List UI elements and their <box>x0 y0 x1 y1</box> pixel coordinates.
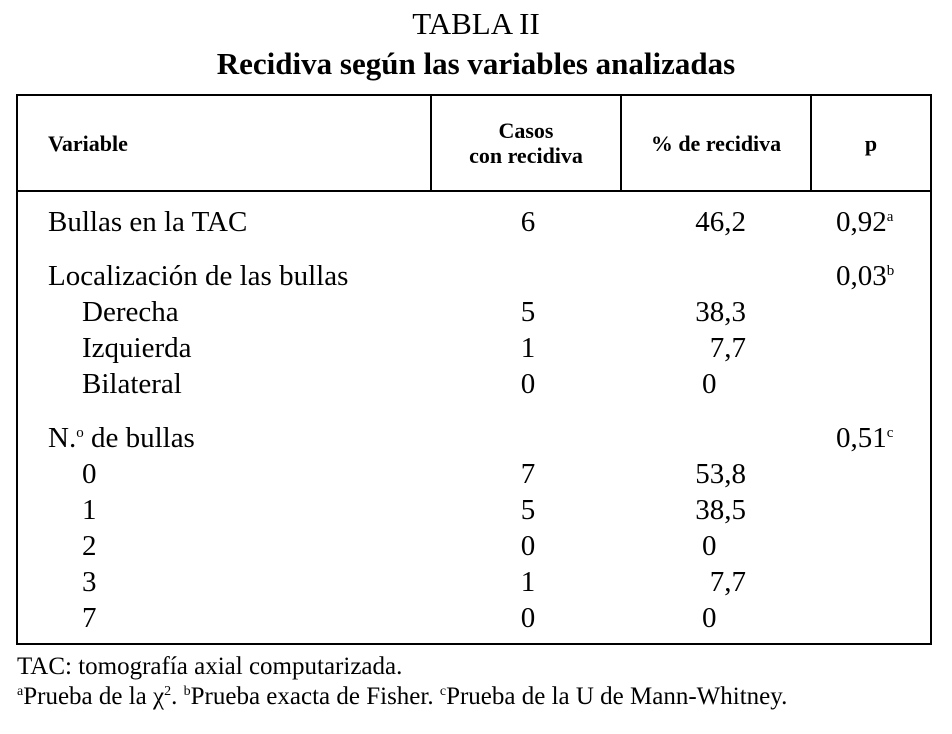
row-percent: 38,5 <box>695 494 746 526</box>
table-title: TABLA II <box>412 6 540 41</box>
row-label: Bullas en la TAC <box>48 206 248 238</box>
row-label: 2 <box>82 530 97 562</box>
row-label: Izquierda <box>82 332 192 364</box>
header-cases-line2: con recidiva <box>469 143 583 168</box>
footnote-mark-c: c <box>439 684 447 699</box>
row-label: 1 <box>82 494 97 526</box>
row-percent: 53,8 <box>695 458 746 490</box>
table-row <box>18 492 930 528</box>
row-cases: 1 <box>520 566 536 598</box>
row-percent: 7,7 <box>709 332 746 364</box>
row-p <box>818 420 946 456</box>
row-percent: 38,3 <box>695 296 746 328</box>
p-footnote-mark: c <box>886 425 894 441</box>
row-cases: 1 <box>520 332 536 364</box>
footnote-a-text: Prueba de la χ <box>23 683 165 710</box>
ordinal-mark: o <box>76 425 84 441</box>
row-p <box>818 204 946 240</box>
row-percent: 0 <box>702 530 717 562</box>
header-cases-line1: Casos <box>498 118 554 143</box>
table-row <box>18 294 930 330</box>
footnote-c-text: Prueba de la U de Mann-Whitney. <box>446 683 788 710</box>
table-row <box>18 258 930 294</box>
row-label: 0 <box>82 458 97 490</box>
row-cases: 0 <box>520 368 536 400</box>
header-percent: % de recidiva <box>650 130 782 156</box>
row-label: Derecha <box>82 296 179 328</box>
row-label: Localización de las bullas <box>48 260 349 292</box>
table-row <box>18 456 930 492</box>
table-row <box>18 528 930 564</box>
row-label: 3 <box>82 566 97 598</box>
footnote-a-end: . <box>171 683 184 710</box>
header-cases <box>432 96 620 190</box>
data-table <box>16 94 932 645</box>
row-cases: 7 <box>520 458 536 490</box>
table-row <box>18 366 930 402</box>
p-footnote-mark: b <box>886 263 895 279</box>
row-cases: 5 <box>520 296 536 328</box>
p-value: 0,03 <box>836 260 887 292</box>
row-cases: 5 <box>520 494 536 526</box>
p-footnote-mark: a <box>886 209 894 225</box>
row-label: 7 <box>82 602 97 634</box>
row-label-rest: de bullas <box>83 422 195 454</box>
row-label-main: N. <box>48 422 77 454</box>
table-row <box>18 564 930 600</box>
footnote-abbreviation: TAC: tomografía axial computarizada. <box>17 653 403 680</box>
chi-exponent: 2 <box>164 684 172 699</box>
footnote-mark-a: a <box>17 684 24 699</box>
table-subtitle: Recidiva según las variables analizadas <box>216 46 736 81</box>
row-percent: 7,7 <box>709 566 746 598</box>
footnote-b-text: Prueba exacta de Fisher. <box>190 683 440 710</box>
table-row <box>18 420 930 456</box>
footnote-mark-b: b <box>183 684 191 699</box>
header-variable: Variable <box>48 130 128 156</box>
row-cases: 0 <box>520 530 536 562</box>
row-label: Bilateral <box>82 368 182 400</box>
row-percent: 46,2 <box>695 206 746 238</box>
table-body <box>18 192 930 636</box>
p-value: 0,92 <box>836 206 887 238</box>
row-cases: 6 <box>520 206 536 238</box>
table-row <box>18 204 930 240</box>
table-row <box>18 330 930 366</box>
header-p: p <box>864 130 878 156</box>
row-cases: 0 <box>520 602 536 634</box>
row-percent: 0 <box>702 368 717 400</box>
row-label <box>48 420 195 456</box>
p-value: 0,51 <box>836 422 887 454</box>
row-percent: 0 <box>702 602 717 634</box>
table-row <box>18 600 930 636</box>
footnote-tests <box>17 682 787 712</box>
row-p <box>818 258 946 294</box>
